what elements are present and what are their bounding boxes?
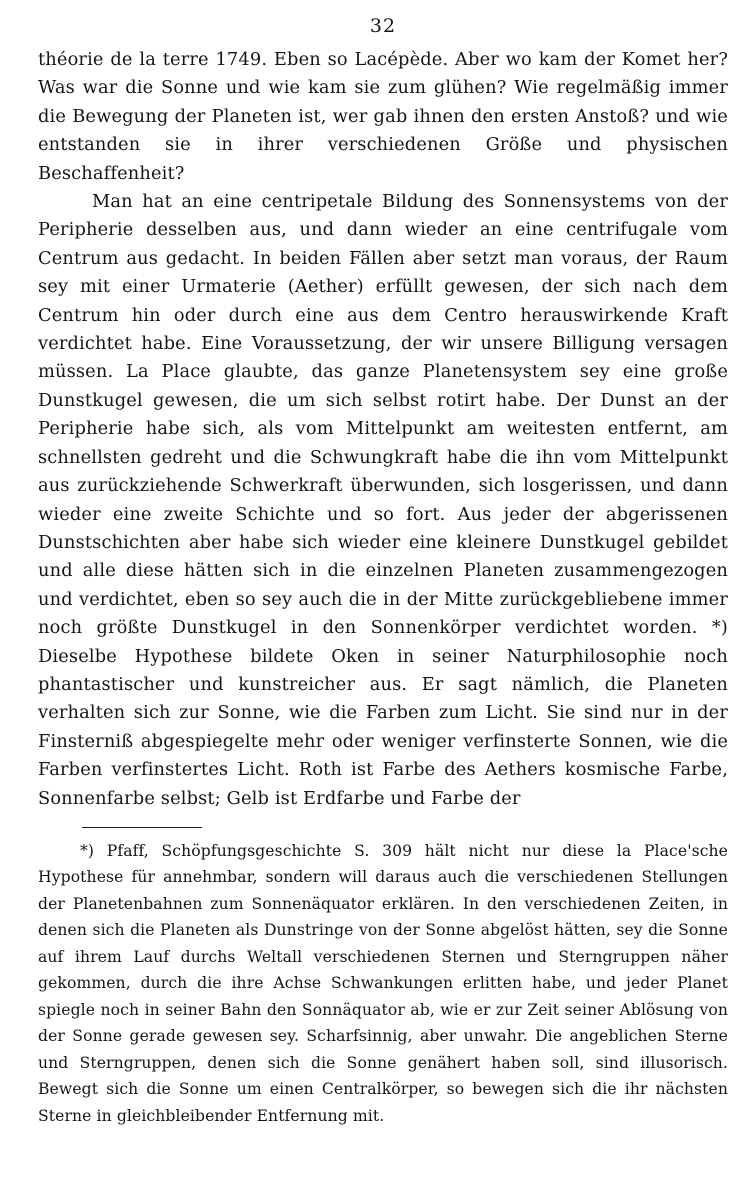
footnote-pfaff: *) Pfaff, Schöpfungsgeschichte S. 309 hält nicht nur diese la Place'sche Hypothese für annehmbar, sondern will daraus auch die verschiedenen Stellungen der Planetenbahnen zum Sonnenäquator erklären. In den verschiedenen Zeiten, in denen sich die Planeten als Dunstringe von der Sonne abgelöst hätten, sey die Sonne auf ihrem Lauf durchs Weltall verschiedenen Sternen und Sterngruppen näher gekommen, durch die ihre Achse Schwankungen erlitten habe, und jeder Planet spiegle noch in seiner Bahn den Sonnäquator ab, wie er zur Zeit seiner Ablösung von der Sonne gerade gewesen sey. Scharfsinnig, aber unwahr. Die angeblichen Sterne und Sterngruppen, denen sich die Sonne genähert haben soll, sind illusorisch. Bewegt sich die Sonne um einen Centralkörper, so bewegen sich die ihr nächsten Sterne in gleichbleibender Entfernung mit. xyxy=(38,841,728,1125)
paragraph-continuation: théorie de la terre 1749. Eben so Lacépède. Aber wo kam der Komet her? Was war die Sonne und wie kam sie zum glühen? Wie regelmäßig immer die Bewegung der Planeten ist, wer gab ihnen den ersten Anstoß? und wie entstanden sie in ihrer verschiedenen Größe und physischen Beschaffenheit? xyxy=(38,49,728,184)
footnote-divider xyxy=(82,827,202,828)
main-text xyxy=(38,46,728,813)
paragraph-solar-system-formation: Man hat an eine centripetale Bildung des Sonnensystems von der Peripherie desselben aus, und dann wieder an eine centrifugale vom Centrum aus gedacht. In beiden Fällen aber setzt man voraus, der Raum sey mit einer Urmaterie (Aether) erfüllt gewesen, der sich nach dem Centrum hin oder durch eine aus dem Centro herauswirkende Kraft verdichtet habe. Eine Voraussetzung, der wir unsere Billigung versagen müssen. La Place glaubte, das ganze Planetensystem sey eine große Dunstkugel gewesen, die um sich selbst rotirt habe. Der Dunst an der Peripherie habe sich, als vom Mittelpunkt am weitesten entfernt, am schnellsten gedreht und die Schwungkraft habe die ihn vom Mittelpunkt aus zurückziehende Schwerkraft überwunden, sich losgerissen, und dann wieder eine zweite Schichte und so fort. Aus jeder der abgerissenen Dunstschichten aber habe sich wieder eine kleinere Dunstkugel gebildet und alle diese hätten sich in die einzelnen Planeten zusammengezogen und verdichtet, eben so sey auch die in der Mitte zurückgebliebene immer noch größte Dunstkugel in den Sonnenkörper verdichtet worden. *) Dieselbe Hypothese bildete Oken in seiner Naturphilosophie noch phantastischer und kunstreicher aus. Er sagt nämlich, die Planeten verhalten sich zur Sonne, wie die Farben zum Licht. Sie sind nur in der Finsterniß abgespiegelte mehr oder weniger verfinsterte Sonnen, wie die Farben verfinstertes Licht. Roth ist Farbe des Aethers kosmische Farbe, Sonnenfarbe selbst; Gelb ist Erdfarbe und Farbe der xyxy=(38,191,728,809)
footnote-section xyxy=(38,838,728,1130)
page-number: 32 xyxy=(369,15,397,37)
